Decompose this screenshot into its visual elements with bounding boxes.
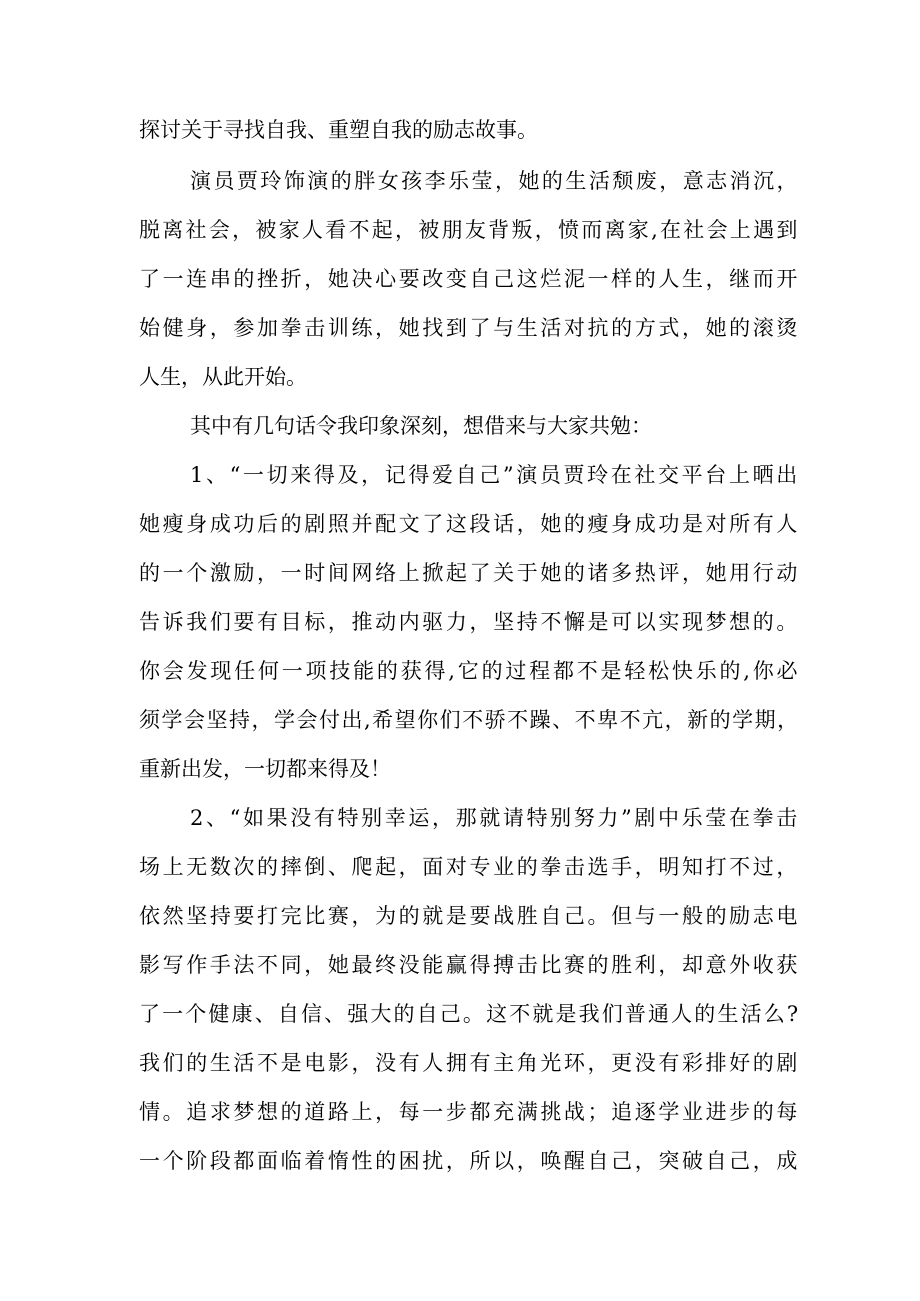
text-line: 告诉我们要有目标，推动内驱力，坚持不懈是可以实现梦想的。 (139, 610, 800, 634)
text-line: 我们的生活不是电影，没有人拥有主角光环，更没有彩排好的剧 (139, 1051, 800, 1075)
text-line: 一个阶段都面临着惰性的困扰，所以，唤醒自己，突破自己，成 (139, 1149, 800, 1173)
text-line: 脱离社会，被家人看不起，被朋友背叛，愤而离家,在社会上遇到 (139, 218, 800, 242)
text-line: 影写作手法不同，她最终没能赢得搏击比赛的胜利，却意外收获 (139, 953, 800, 977)
text-line: 情。追求梦想的道路上，每一步都充满挑战；追逐学业进步的每 (139, 1100, 800, 1124)
text-line: 她瘦身成功后的剧照并配文了这段话，她的瘦身成功是对所有人 (139, 512, 800, 536)
text-line: 人生，从此开始。 (139, 365, 307, 389)
text-line: 演员贾玲饰演的胖女孩李乐莹，她的生活颓废，意志消沉， (190, 169, 800, 193)
text-line: 1、“一切来得及，记得爱自己”演员贾玲在社交平台上晒出 (190, 463, 800, 487)
text-line: 其中有几句话令我印象深刻，想借来与大家共勉： (190, 414, 652, 438)
text-line: 了一连串的挫折，她决心要改变自己这烂泥一样的人生，继而开 (139, 267, 800, 291)
text-line: 场上无数次的摔倒、爬起，面对专业的拳击选手，明知打不过， (139, 855, 800, 879)
text-line: 2、“如果没有特别幸运，那就请特别努力”剧中乐莹在拳击 (190, 806, 800, 830)
text-line: 依然坚持要打完比赛，为的就是要战胜自己。但与一般的励志电 (139, 904, 800, 928)
text-line: 探讨关于寻找自我、重塑自我的励志故事。 (139, 118, 538, 142)
text-line: 须学会坚持，学会付出,希望你们不骄不躁、不卑不亢，新的学期， (139, 708, 800, 732)
text-line: 重新出发，一切都来得及！ (139, 757, 391, 781)
text-line: 始健身，参加拳击训练，她找到了与生活对抗的方式，她的滚烫 (139, 316, 800, 340)
text-line: 你会发现任何一项技能的获得,它的过程都不是轻松快乐的,你必 (139, 659, 801, 683)
text-line: 了一个健康、自信、强大的自己。这不就是我们普通人的生活么? (139, 1002, 801, 1026)
text-line: 的一个激励，一时间网络上掀起了关于她的诸多热评，她用行动 (139, 561, 800, 585)
